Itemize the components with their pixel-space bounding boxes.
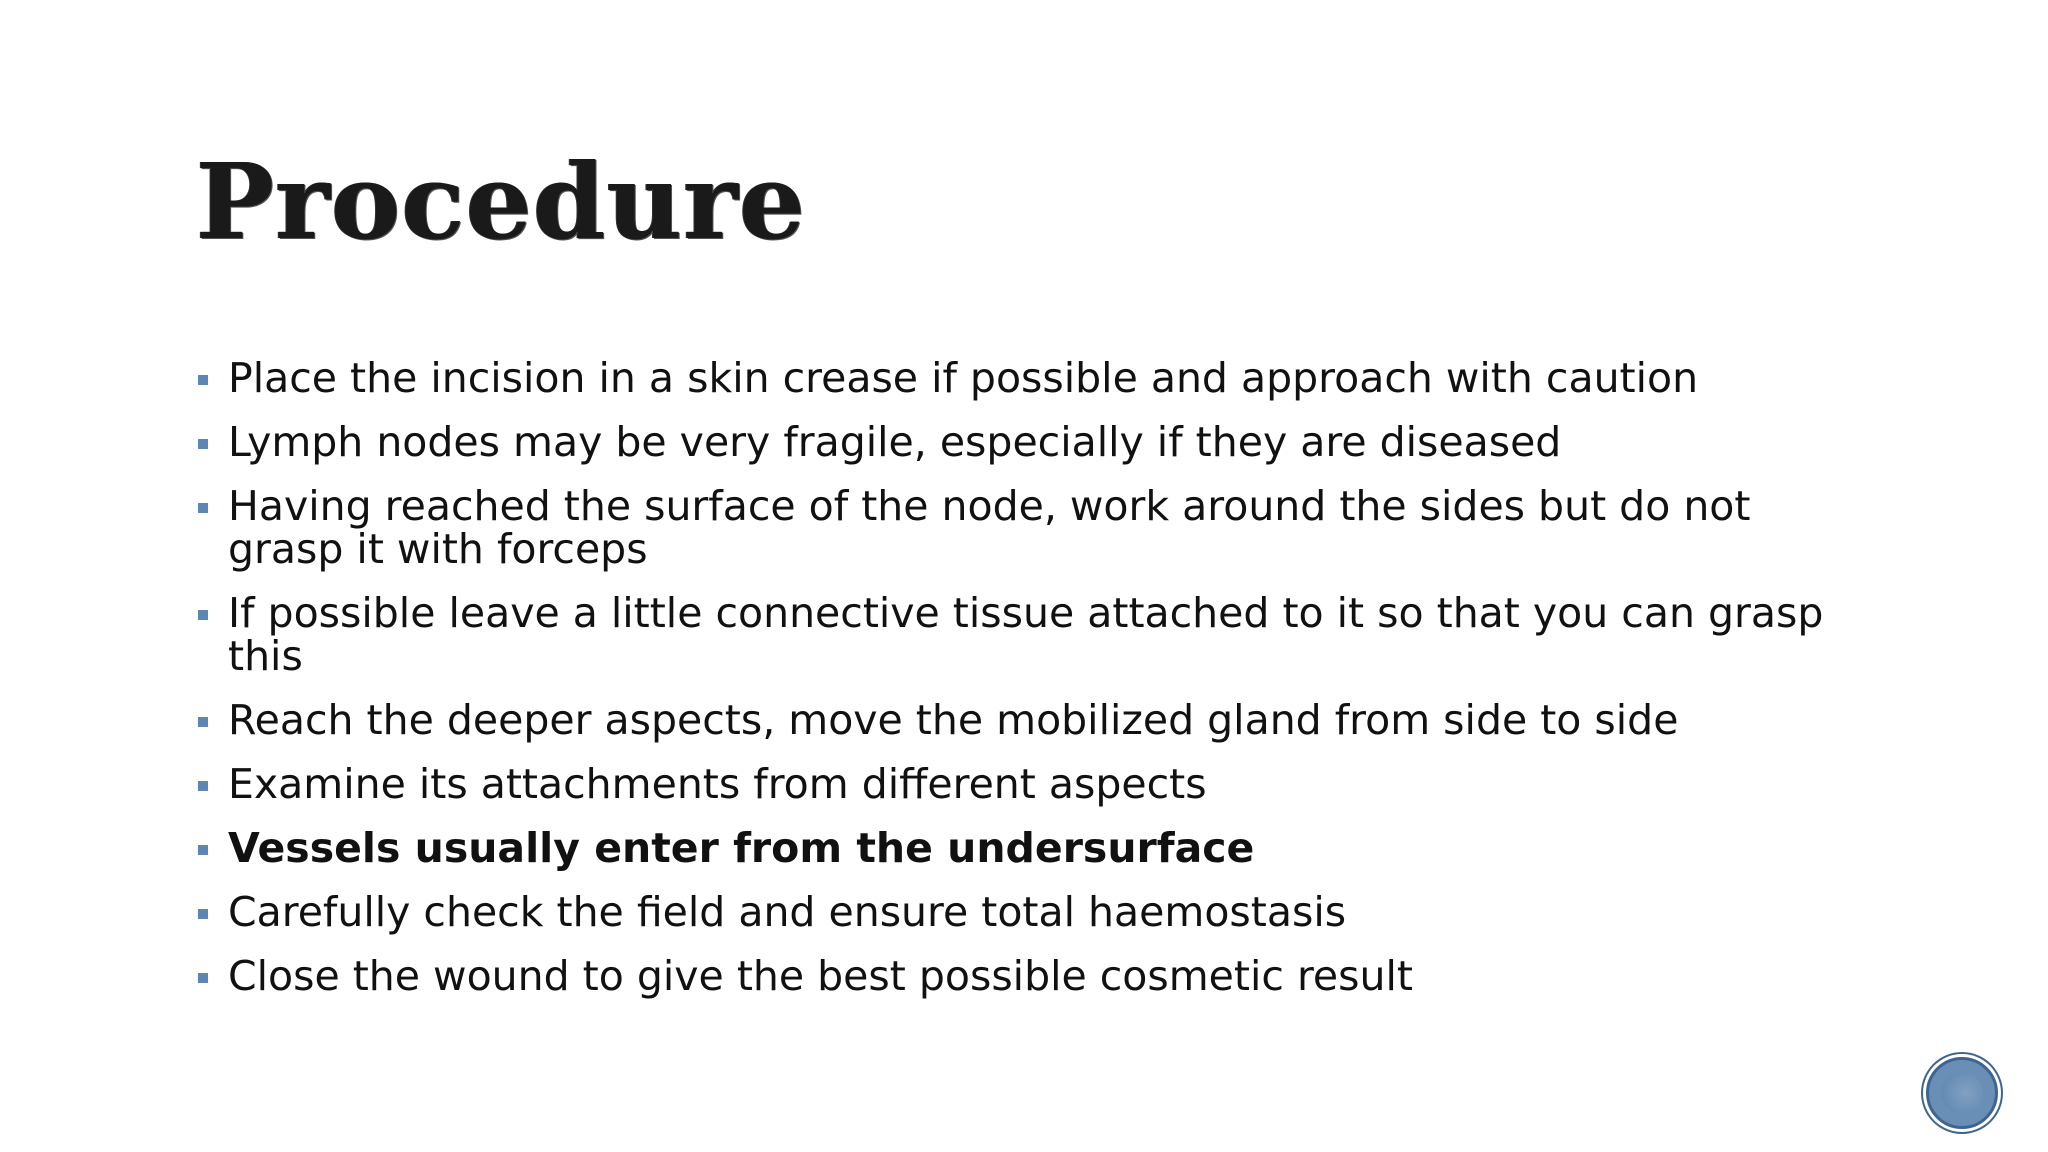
bullet-list [198,354,1838,1019]
bullet-item-emphasized [198,824,1838,872]
bullet-item [198,696,1838,744]
square-bullet-icon [198,845,208,855]
bullet-text: Examine its attachments from different aspects [228,760,1207,808]
square-bullet-icon [198,503,208,513]
square-bullet-icon [198,973,208,983]
square-bullet-icon [198,717,208,727]
badge-texture [1941,1072,1983,1114]
square-bullet-icon [198,781,208,791]
bullet-text: If possible leave a little connective tissue attached to it so that you can grasp this [228,589,1824,680]
bullet-text: Lymph nodes may be very fragile, especially if they are diseased [228,418,1562,466]
circle-badge-icon [1926,1057,1998,1129]
bullet-item [198,589,1838,680]
bullet-text: Vessels usually enter from the undersurface [228,824,1255,872]
bullet-text: Close the wound to give the best possible cosmetic result [228,952,1413,1000]
square-bullet-icon [198,439,208,449]
bullet-text: Carefully check the field and ensure total haemostasis [228,888,1347,936]
bullet-text: Having reached the surface of the node, work around the sides but do not grasp it with forceps [228,482,1751,573]
slide-title: Procedure [196,140,807,263]
bullet-item [198,418,1838,466]
bullet-text: Reach the deeper aspects, move the mobilized gland from side to side [228,696,1679,744]
bullet-item [198,354,1838,402]
bullet-text: Place the incision in a skin crease if possible and approach with caution [228,354,1699,402]
square-bullet-icon [198,375,208,385]
bullet-item [198,760,1838,808]
bullet-item [198,952,1838,1000]
bullet-item [198,482,1838,573]
bullet-item [198,888,1838,936]
square-bullet-icon [198,909,208,919]
square-bullet-icon [198,610,208,620]
